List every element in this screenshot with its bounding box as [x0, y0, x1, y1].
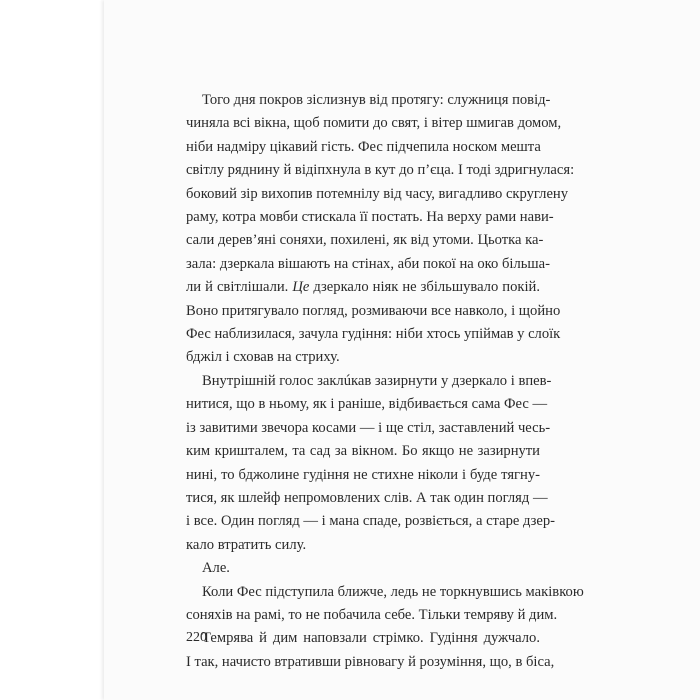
text-line: сали дерев’яні соняхи, похилені, як від утоми. Цьотка ка-	[186, 232, 544, 249]
text-line: і все. Один погляд — і мана спаде, розвіється, а старе дзер-	[186, 513, 556, 530]
text-line: Внутрішній голос заклúкав зазирнути у дзеркало і впев-	[202, 372, 552, 389]
text-line: нині, то бджолине гудіння не стихне ніколи і буде тягну-	[186, 466, 540, 483]
text-segment: ли й світлішали.	[186, 279, 289, 296]
text-segment: дзеркало ніяк не збільшувало покій.	[313, 279, 540, 296]
text-line: бджіл і сховав на стриху.	[186, 349, 340, 366]
paragraph-2	[186, 370, 556, 557]
text-line: ніби надміру цікавий гість. Фес підчепила носком мешта	[186, 138, 541, 155]
text-line: Але.	[202, 560, 230, 577]
paragraph-5	[186, 627, 555, 674]
body-text	[186, 89, 584, 674]
text-line: зала: дзеркала вішають на стінах, аби покої на око більша-	[186, 255, 550, 272]
text-line: Того дня покров зіслизнув від протягу: служниця повід-	[202, 92, 551, 108]
text-line-with-emphasis	[186, 276, 540, 299]
text-line: Темрява й дим наповзали стрімко. Гудіння дужчало.	[202, 630, 540, 647]
text-line: І так, начисто втративши рівновагу й розуміння, що, в біса,	[186, 653, 555, 670]
text-line: чиняла всі вікна, щоб помити до свят, і вітер шмигав домом,	[186, 115, 562, 132]
text-line: Коли Фес підступила ближче, ледь не торкнувшись маківкою	[202, 583, 584, 600]
text-line: соняхів на рамі, то не побачила себе. Тільки темряву й дим.	[186, 606, 558, 623]
text-line: тися, як шлейф непромовлених слів. А так один погляд —	[186, 489, 548, 506]
paragraph-3	[186, 557, 540, 580]
text-line: нитися, що в ньому, як і раніше, відбивається сама Фес —	[186, 396, 548, 413]
emphasized-word: Це	[292, 279, 310, 296]
text-line: світлу ряднину й відіпхнула в кут до п’єца. І тоді здригнулася:	[186, 162, 575, 179]
text-line: Воно притягувало погляд, розмиваючи все навколо, і щойно	[186, 302, 561, 319]
text-line: ким кришталем, та сад за вікном. Бо якщо не зазирнути	[186, 443, 540, 460]
text-line: боковий зір вихопив потемнілу від часу, вигадливо скруглену	[186, 185, 569, 202]
paragraph-4	[186, 581, 584, 628]
text-line: Фес наблизилася, зачула гудіння: ніби хтось упіймав у слоїк	[186, 326, 561, 343]
text-line: кало втратить силу.	[186, 536, 307, 553]
text-line: із завитими звечора косами — і ще стіл, заставлений чесь-	[186, 419, 551, 436]
page-number: 220	[186, 630, 207, 645]
paragraph-1	[186, 89, 575, 370]
text-line: раму, котра мовби стискала її постать. На верху рами нави-	[186, 209, 554, 226]
